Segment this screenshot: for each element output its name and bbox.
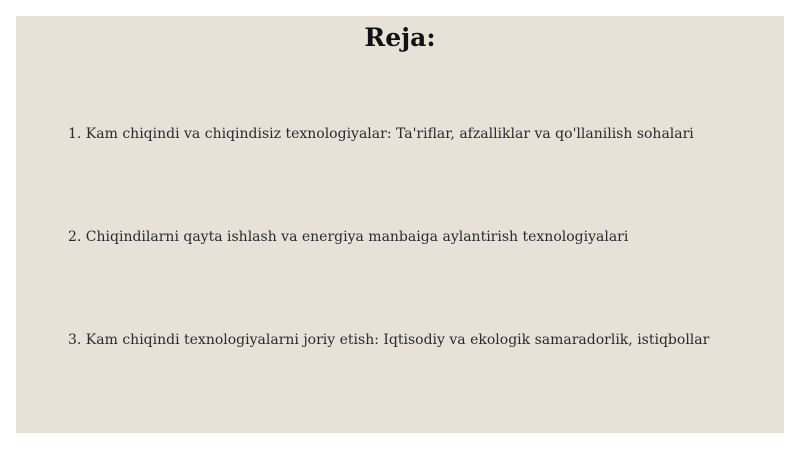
slide [16, 16, 784, 433]
agenda-item: 3. Kam chiqindi texnologiyalarni joriy etish: Iqtisodiy va ekologik samaradorlik, istiqbollar [68, 332, 710, 348]
agenda-item: 1. Kam chiqindi va chiqindisiz texnologiyalar: Ta'riflar, afzalliklar va qo'llanilish sohalari [68, 126, 694, 142]
agenda-item: 2. Chiqindilarni qayta ishlash va energiya manbaiga aylantirish texnologiyalari [68, 229, 629, 245]
slide-title: Reja: [364, 23, 436, 52]
